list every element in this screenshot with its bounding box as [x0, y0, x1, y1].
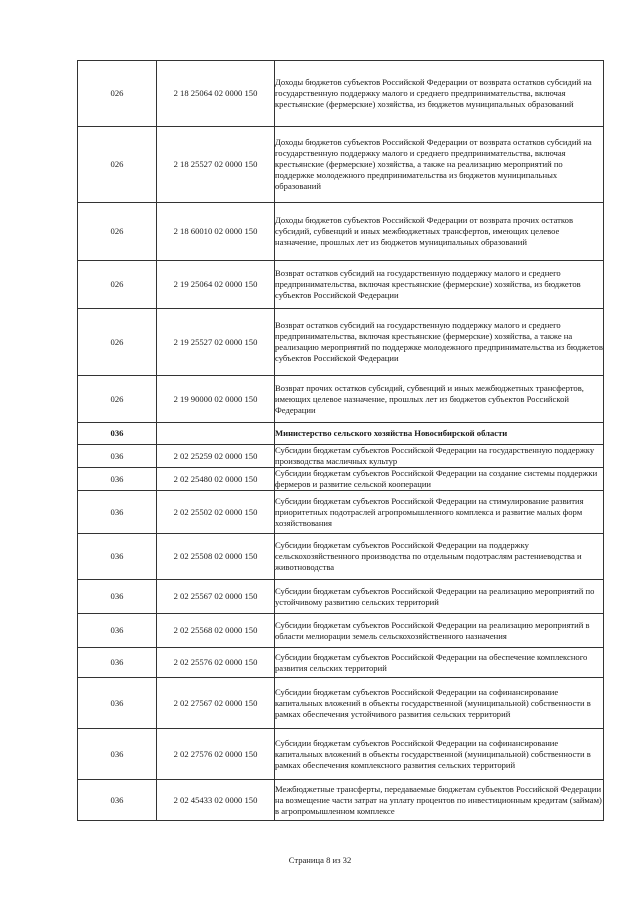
table-row: [78, 61, 604, 127]
ministry-title-cell: Министерство сельского хозяйства Новосибирской области: [275, 423, 604, 445]
admin-code-cell: 036: [78, 445, 157, 468]
kbk-code-cell: 2 02 25508 02 0000 150: [157, 534, 275, 580]
kbk-code-cell: 2 02 27567 02 0000 150: [157, 678, 275, 729]
admin-code-cell: 026: [78, 127, 157, 203]
kbk-code-cell: 2 18 25064 02 0000 150: [157, 61, 275, 127]
table-row: [78, 580, 604, 614]
description-cell: Субсидии бюджетам субъектов Российской Федерации на обеспечение комплексного развития сельских территорий: [275, 648, 604, 678]
table-row: [78, 729, 604, 780]
admin-code-cell: 036: [78, 468, 157, 491]
kbk-code-cell: 2 19 90000 02 0000 150: [157, 376, 275, 423]
table-row: [78, 614, 604, 648]
kbk-code-cell: 2 18 60010 02 0000 150: [157, 203, 275, 261]
kbk-code-cell: [157, 423, 275, 445]
table-row: [78, 648, 604, 678]
description-cell: Доходы бюджетов субъектов Российской Федерации от возврата остатков субсидий на государственную поддержку малого и среднего предпринимательства, включая крестьянские (фермерские) хозяйства, а также на реализацию мероприятий по поддержке молодежного предпринимательства из бюджетов муниципальных образований: [275, 127, 604, 203]
admin-code-cell: 036: [78, 423, 157, 445]
admin-code-cell: 026: [78, 261, 157, 309]
admin-code-cell: 036: [78, 678, 157, 729]
table-row: [78, 678, 604, 729]
admin-code-cell: 036: [78, 491, 157, 534]
admin-code-cell: 026: [78, 376, 157, 423]
admin-code-cell: 036: [78, 780, 157, 821]
admin-code-cell: 026: [78, 61, 157, 127]
table-row: [78, 309, 604, 376]
description-cell: Доходы бюджетов субъектов Российской Федерации от возврата прочих остатков субсидий, субвенций и иных межбюджетных трансфертов, имеющих целевое назначение, прошлых лет из бюджетов муниципальных образований: [275, 203, 604, 261]
table-row: [78, 534, 604, 580]
admin-code-cell: 036: [78, 729, 157, 780]
table-row: [78, 376, 604, 423]
description-cell: Доходы бюджетов субъектов Российской Федерации от возврата остатков субсидий на государственную поддержку малого и среднего предпринимательства, включая крестьянские (фермерские) хозяйства, из бюджетов муниципальных образований: [275, 61, 604, 127]
kbk-code-cell: 2 02 25576 02 0000 150: [157, 648, 275, 678]
description-cell: Субсидии бюджетам субъектов Российской Федерации на создание системы поддержки фермеров и развитие сельской кооперации: [275, 468, 604, 491]
admin-code-cell: 036: [78, 580, 157, 614]
page-number-footer: Страница 8 из 32: [288, 855, 352, 865]
budget-classification-table: [77, 60, 604, 821]
section-header-row: [78, 423, 604, 445]
description-cell: Субсидии бюджетам субъектов Российской Федерации на реализацию мероприятий по устойчивому развитию сельских территорий: [275, 580, 604, 614]
kbk-code-cell: 2 02 45433 02 0000 150: [157, 780, 275, 821]
description-cell: Возврат прочих остатков субсидий, субвенций и иных межбюджетных трансфертов, имеющих целевое назначение, прошлых лет из бюджетов субъектов Российской Федерации: [275, 376, 604, 423]
table-row: [78, 261, 604, 309]
kbk-code-cell: 2 19 25527 02 0000 150: [157, 309, 275, 376]
table-row: [78, 780, 604, 821]
table-row: [78, 491, 604, 534]
table-row: [78, 468, 604, 491]
description-cell: Субсидии бюджетам субъектов Российской Федерации на государственную поддержку производства масличных культур: [275, 445, 604, 468]
table-row: [78, 127, 604, 203]
kbk-code-cell: 2 02 25568 02 0000 150: [157, 614, 275, 648]
description-cell: Субсидии бюджетам субъектов Российской Федерации на софинансирование капитальных вложений в объекты государственной (муниципальной) собственности в рамках обеспечения устойчивого развития сельских территорий: [275, 678, 604, 729]
table-row: [78, 203, 604, 261]
description-cell: Возврат остатков субсидий на государственную поддержку малого и среднего предпринимательства, включая крестьянские (фермерские) хозяйства, а также на реализацию мероприятий по поддержке молодежного предпринимательства из бюджетов субъектов Российской Федерации: [275, 309, 604, 376]
description-cell: Субсидии бюджетам субъектов Российской Федерации на поддержку сельскохозяйственного производства по отдельным подотраслям растениеводства и животноводства: [275, 534, 604, 580]
kbk-code-cell: 2 02 25567 02 0000 150: [157, 580, 275, 614]
kbk-code-cell: 2 02 25502 02 0000 150: [157, 491, 275, 534]
description-cell: Возврат остатков субсидий на государственную поддержку малого и среднего предпринимательства, включая крестьянские (фермерские) хозяйства, из бюджетов субъектов Российской Федерации: [275, 261, 604, 309]
kbk-code-cell: 2 02 25480 02 0000 150: [157, 468, 275, 491]
admin-code-cell: 036: [78, 534, 157, 580]
description-cell: Субсидии бюджетам субъектов Российской Федерации на реализацию мероприятий в области мелиорации земель сельскохозяйственного назначения: [275, 614, 604, 648]
admin-code-cell: 026: [78, 309, 157, 376]
kbk-code-cell: 2 19 25064 02 0000 150: [157, 261, 275, 309]
admin-code-cell: 026: [78, 203, 157, 261]
admin-code-cell: 036: [78, 648, 157, 678]
table-row: [78, 445, 604, 468]
admin-code-cell: 036: [78, 614, 157, 648]
description-cell: Межбюджетные трансферты, передаваемые бюджетам субъектов Российской Федерации на возмещение части затрат на уплату процентов по инвестиционным кредитам (займам) в агропромышленном комплексе: [275, 780, 604, 821]
kbk-code-cell: 2 02 25259 02 0000 150: [157, 445, 275, 468]
kbk-code-cell: 2 18 25527 02 0000 150: [157, 127, 275, 203]
description-cell: Субсидии бюджетам субъектов Российской Федерации на стимулирование развития приоритетных подотраслей агропромышленного комплекса и развитие малых форм хозяйствования: [275, 491, 604, 534]
kbk-code-cell: 2 02 27576 02 0000 150: [157, 729, 275, 780]
description-cell: Субсидии бюджетам субъектов Российской Федерации на софинансирование капитальных вложений в объекты государственной (муниципальной) собственности в рамках обеспечения комплексного развития сельских территорий: [275, 729, 604, 780]
